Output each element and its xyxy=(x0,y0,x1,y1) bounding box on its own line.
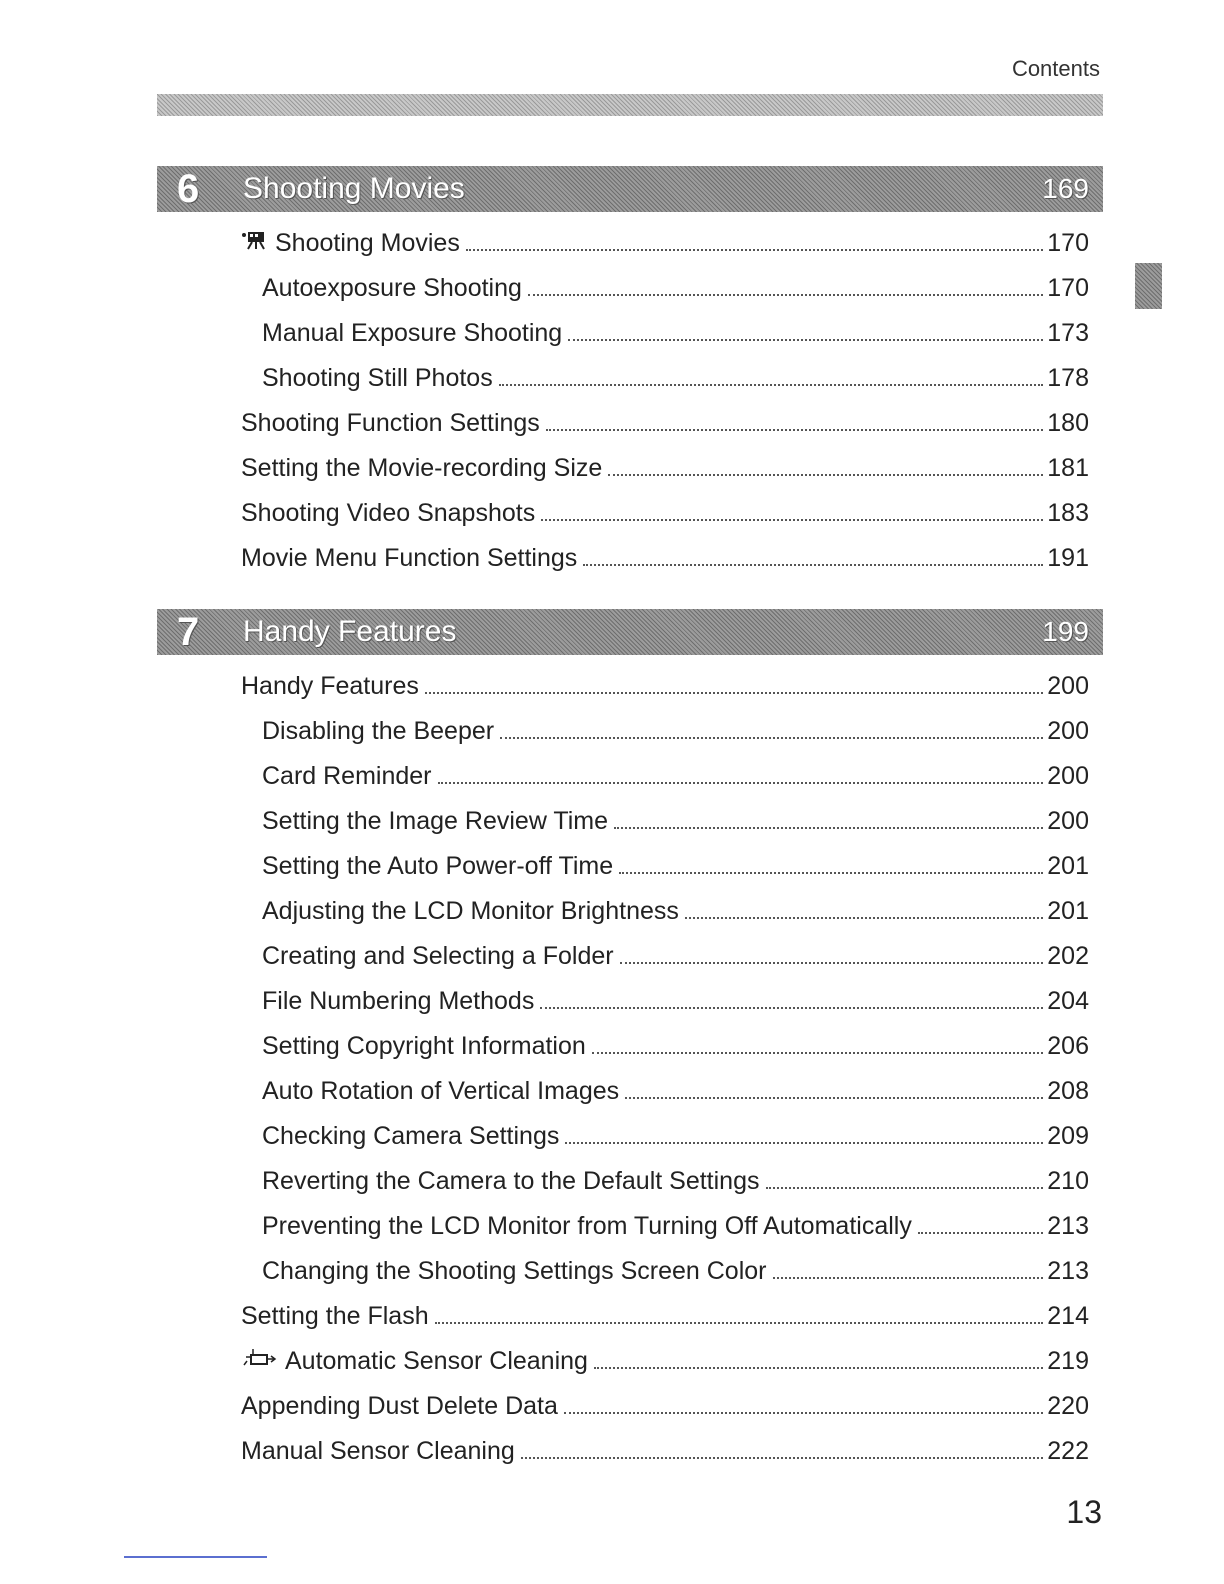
dot-leader xyxy=(528,294,1043,296)
toc-entry-label xyxy=(285,1346,588,1376)
toc-entry-page: 170 xyxy=(1047,274,1089,302)
toc-entry-text: Manual Exposure Shooting xyxy=(262,319,563,347)
toc-entry[interactable] xyxy=(262,937,1089,971)
toc-entry-page: 201 xyxy=(1047,852,1089,880)
toc-entry-label xyxy=(241,671,419,701)
toc-entry[interactable] xyxy=(262,892,1089,926)
dot-leader xyxy=(614,827,1043,829)
dot-leader xyxy=(619,872,1043,874)
dot-leader xyxy=(438,782,1044,784)
dot-leader xyxy=(435,1322,1044,1324)
dot-leader xyxy=(540,1007,1043,1009)
toc-entry-label xyxy=(262,1031,586,1061)
toc-entry-page: 210 xyxy=(1047,1167,1089,1195)
dot-leader xyxy=(565,1142,1043,1144)
toc-entry[interactable] xyxy=(262,1162,1089,1196)
dot-leader xyxy=(499,384,1044,386)
toc-entry-text: Preventing the LCD Monitor from Turning Off Automatically xyxy=(262,1212,912,1240)
toc-entry[interactable] xyxy=(262,1117,1089,1151)
toc-entry[interactable] xyxy=(262,1252,1089,1286)
toc-entry-page: 206 xyxy=(1047,1032,1089,1060)
toc-entry-page: 214 xyxy=(1047,1302,1089,1330)
toc-entry-label xyxy=(241,453,602,483)
toc-entry-text: Setting the Flash xyxy=(241,1302,429,1330)
running-header: Contents xyxy=(1011,56,1100,81)
dot-leader xyxy=(541,519,1043,521)
toc-entry-text: Auto Rotation of Vertical Images xyxy=(262,1077,620,1105)
toc-entry-page: 173 xyxy=(1047,319,1089,347)
toc-entry-page: 209 xyxy=(1047,1122,1089,1150)
toc-entry-label xyxy=(241,1391,558,1421)
toc-entry-label xyxy=(241,543,577,573)
toc-entry[interactable] xyxy=(241,449,1089,483)
toc-entry-page: 208 xyxy=(1047,1077,1089,1105)
dot-leader xyxy=(521,1457,1044,1459)
footer-rule xyxy=(124,1556,267,1558)
chapter-heading-bar[interactable] xyxy=(157,609,1103,655)
toc-entry-page: 170 xyxy=(1047,229,1089,257)
page-number: 13 xyxy=(1066,1494,1102,1530)
toc-entry-text: Shooting Still Photos xyxy=(262,364,493,392)
toc-entry-page: 178 xyxy=(1047,364,1089,392)
dot-leader xyxy=(773,1277,1044,1279)
toc-entry-page: 183 xyxy=(1047,499,1089,527)
dot-leader xyxy=(564,1412,1043,1414)
toc-entry-label xyxy=(262,1256,767,1286)
dot-leader xyxy=(466,249,1043,251)
toc-entry-text: Appending Dust Delete Data xyxy=(241,1392,558,1420)
toc-entry[interactable] xyxy=(262,314,1089,348)
toc-entry[interactable] xyxy=(241,1387,1089,1421)
dot-leader xyxy=(685,917,1043,919)
toc-entry-label xyxy=(262,986,534,1016)
toc-entry[interactable] xyxy=(262,1207,1089,1241)
dot-leader xyxy=(546,429,1043,431)
toc-entry-page: 181 xyxy=(1047,454,1089,482)
toc-entry[interactable] xyxy=(262,847,1089,881)
chapter-title: Handy Features xyxy=(243,615,457,648)
dot-leader xyxy=(608,474,1043,476)
dot-leader xyxy=(594,1367,1043,1369)
toc-entry-text: Autoexposure Shooting xyxy=(262,274,522,302)
toc-entry-label xyxy=(262,941,614,971)
toc-entry-text: Setting the Movie-recording Size xyxy=(241,454,603,482)
chapter-number: 7 xyxy=(177,610,200,654)
chapter-heading-bar[interactable] xyxy=(157,166,1103,212)
toc-entry-page: 200 xyxy=(1047,807,1089,835)
toc-entry-page: 220 xyxy=(1047,1392,1089,1420)
toc-entry[interactable] xyxy=(262,802,1089,836)
toc-entry-label xyxy=(241,1301,429,1331)
toc-entry-page: 213 xyxy=(1047,1212,1089,1240)
toc-entry-label xyxy=(262,851,613,881)
movie-camera-icon xyxy=(241,228,267,258)
toc-entry[interactable] xyxy=(241,1297,1089,1331)
toc-entry-text: Card Reminder xyxy=(262,762,432,790)
toc-entry-page: 213 xyxy=(1047,1257,1089,1285)
toc-entry-page: 200 xyxy=(1047,762,1089,790)
toc-entry-page: 200 xyxy=(1047,672,1089,700)
toc-entry-text: File Numbering Methods xyxy=(262,987,535,1015)
toc-entry-text: Movie Menu Function Settings xyxy=(241,544,578,572)
toc-entry-text: Automatic Sensor Cleaning xyxy=(285,1347,588,1375)
toc-entry[interactable] xyxy=(262,982,1089,1016)
toc-entry[interactable] xyxy=(241,494,1089,528)
toc-entry[interactable] xyxy=(241,404,1089,438)
toc-entry-label xyxy=(262,1121,559,1151)
toc-entry-text: Adjusting the LCD Monitor Brightness xyxy=(262,897,679,925)
toc-entry-text: Shooting Movies xyxy=(275,229,460,257)
toc-entry-text: Creating and Selecting a Folder xyxy=(262,942,614,970)
toc-entry-text: Setting the Auto Power-off Time xyxy=(262,852,614,880)
toc-entry[interactable] xyxy=(241,1342,1089,1376)
toc-entry-label xyxy=(275,228,460,258)
sensor-cleaning-icon xyxy=(241,1346,277,1376)
toc-entry-page: 222 xyxy=(1047,1437,1089,1465)
toc-entry-text: Setting Copyright Information xyxy=(262,1032,586,1060)
chapter-title: Shooting Movies xyxy=(243,172,465,205)
dot-leader xyxy=(500,737,1043,739)
toc-entry[interactable] xyxy=(262,1072,1089,1106)
toc-entry-page: 219 xyxy=(1047,1347,1089,1375)
toc-entry-label xyxy=(262,716,494,746)
toc-entry-text: Reverting the Camera to the Default Settings xyxy=(262,1167,760,1195)
toc-entry-label xyxy=(262,1076,619,1106)
toc-entry[interactable] xyxy=(241,1432,1089,1466)
dot-leader xyxy=(625,1097,1043,1099)
toc-entry-label xyxy=(241,408,540,438)
toc-entry-label xyxy=(262,273,522,303)
toc-entry-label xyxy=(262,806,608,836)
toc-entry-page: 202 xyxy=(1047,942,1089,970)
toc-entry-text: Setting the Image Review Time xyxy=(262,807,608,835)
toc-entry-text: Checking Camera Settings xyxy=(262,1122,560,1150)
toc-entry-page: 204 xyxy=(1047,987,1089,1015)
toc-entry-page: 201 xyxy=(1047,897,1089,925)
toc-entry-label xyxy=(262,1166,760,1196)
dot-leader xyxy=(918,1232,1043,1234)
toc-entry-text: Disabling the Beeper xyxy=(262,717,495,745)
chapter-side-tab xyxy=(1135,263,1162,309)
toc-entry-page: 180 xyxy=(1047,409,1089,437)
toc-entry-text: Manual Sensor Cleaning xyxy=(241,1437,515,1465)
toc-entry-label xyxy=(262,363,493,393)
chapter-number: 6 xyxy=(177,167,200,211)
dot-leader xyxy=(620,962,1044,964)
header-divider-bar xyxy=(157,94,1103,116)
toc-entry-label xyxy=(262,1211,912,1241)
toc-entry[interactable] xyxy=(262,1027,1089,1061)
dot-leader xyxy=(583,564,1043,566)
toc-entry-text: Shooting Function Settings xyxy=(241,409,540,437)
toc-entry[interactable] xyxy=(262,757,1089,791)
dot-leader xyxy=(568,339,1043,341)
toc-entry-label xyxy=(241,1436,515,1466)
dot-leader xyxy=(766,1187,1044,1189)
chapter-page: 199 xyxy=(1042,616,1089,647)
toc-entry-label xyxy=(241,498,535,528)
toc-entry[interactable] xyxy=(262,712,1089,746)
toc-entry-label xyxy=(262,896,679,926)
toc-entry-text: Changing the Shooting Settings Screen Color xyxy=(262,1257,767,1285)
dot-leader xyxy=(592,1052,1044,1054)
toc-entry[interactable] xyxy=(241,539,1089,573)
toc-entry[interactable] xyxy=(241,224,1089,258)
toc-entry[interactable] xyxy=(262,269,1089,303)
chapter-page: 169 xyxy=(1042,173,1089,204)
dot-leader xyxy=(425,692,1043,694)
toc-entry-page: 191 xyxy=(1047,544,1089,572)
toc-entry-label xyxy=(262,761,432,791)
toc-entry-label xyxy=(262,318,562,348)
toc-entry[interactable] xyxy=(241,667,1089,701)
toc-entry-page: 200 xyxy=(1047,717,1089,745)
toc-entry[interactable] xyxy=(262,359,1089,393)
toc-entry-text: Shooting Video Snapshots xyxy=(241,499,536,527)
toc-entry-text: Handy Features xyxy=(241,672,419,700)
